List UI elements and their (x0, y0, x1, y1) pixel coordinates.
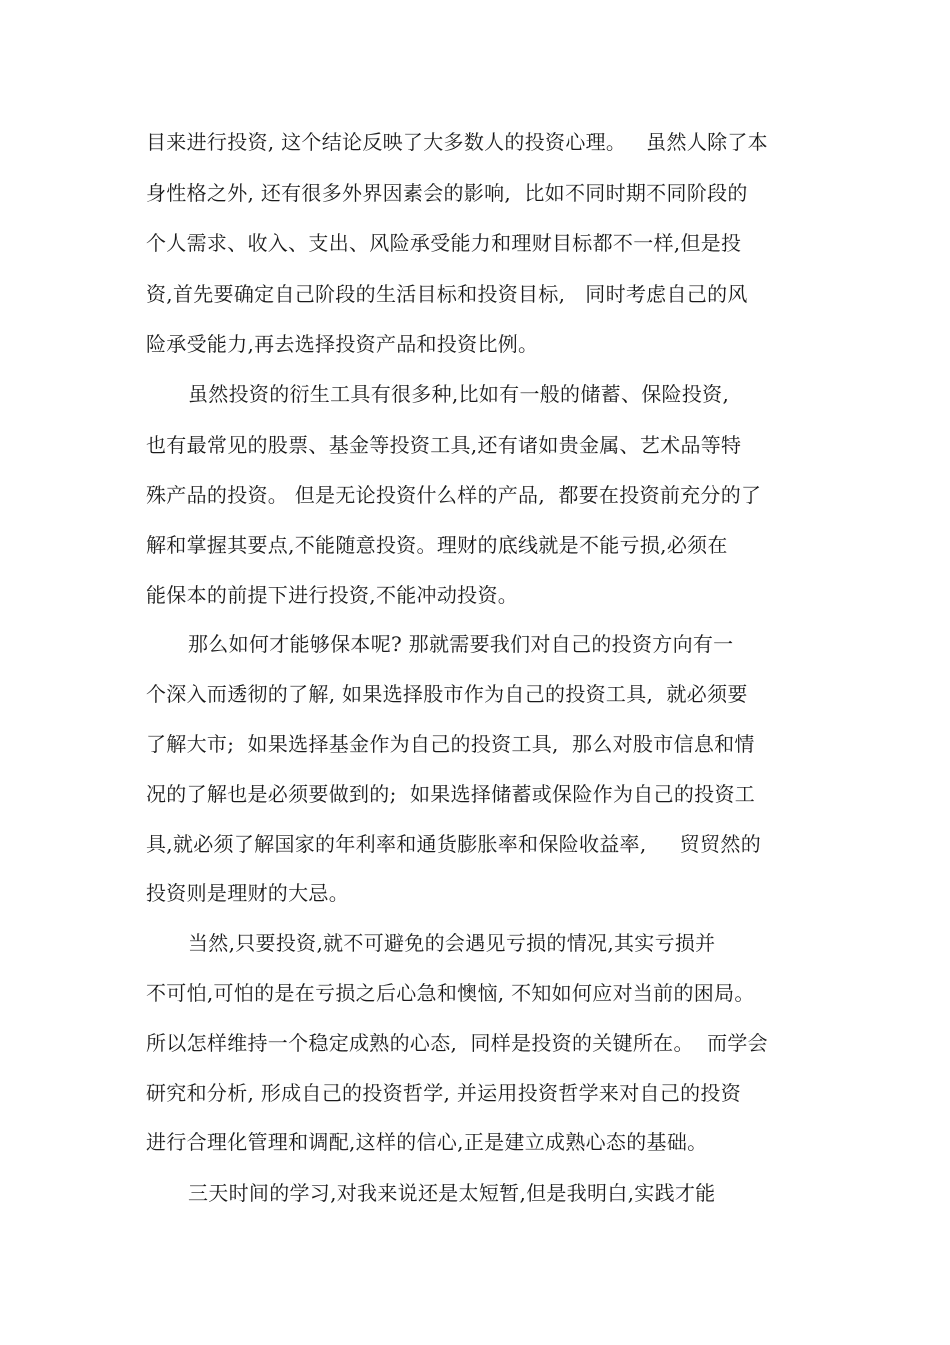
text-line: 能保本的前提下进行投资,不能冲动投资。 (146, 583, 519, 607)
text-line: 进行合理化管理和调配,这样的信心,正是建立成熟心态的基础。 (146, 1130, 708, 1154)
text-line: 具,就必须了解国家的年利率和通货膨胀率和保险收益率, 贸贸然的 (146, 832, 762, 856)
paragraph-first-line: 那么如何才能够保本呢? 那就需要我们对自己的投资方向有一 (188, 632, 734, 656)
text-line: 不可怕,可怕的是在亏损之后心急和懊恼, 不知如何应对当前的困局。 (146, 981, 755, 1005)
text-line: 个人需求、收入、支出、风险承受能力和理财目标都不一样,但是投 (146, 231, 742, 255)
text-line: 个深入而透彻的了解, 如果选择股市作为自己的投资工具, 就必须要 (146, 682, 748, 706)
text-line: 了解大市; 如果选择基金作为自己的投资工具, 那么对股市信息和情 (146, 732, 755, 756)
paragraph-first-line: 虽然投资的衍生工具有很多种,比如有一般的储蓄、保险投资, (188, 382, 730, 406)
text-line: 投资则是理财的大忌。 (146, 881, 349, 905)
text-line: 解和掌握其要点,不能随意投资。理财的底线就是不能亏损,必须在 (146, 533, 728, 557)
text-line: 也有最常见的股票、基金等投资工具,还有诸如贵金属、艺术品等特 (146, 433, 742, 457)
text-line: 目来进行投资, 这个结论反映了大多数人的投资心理。 虽然人除了本 (146, 130, 768, 154)
text-line: 资,首先要确定自己阶段的生活目标和投资目标, 同时考虑自己的风 (146, 282, 748, 306)
text-line: 殊产品的投资。 但是无论投资什么样的产品, 都要在投资前充分的了 (146, 483, 762, 507)
text-line: 身性格之外, 还有很多外界因素会的影响, 比如不同时期不同阶段的 (146, 181, 748, 205)
text-line: 研究和分析, 形成自己的投资哲学, 并运用投资哲学来对自己的投资 (146, 1081, 742, 1105)
paragraph-first-line: 当然,只要投资,就不可避免的会遇见亏损的情况,其实亏损并 (188, 931, 716, 955)
text-line: 况的了解也是必须要做到的; 如果选择储蓄或保险作为自己的投资工 (146, 782, 756, 806)
paragraph-first-line: 三天时间的学习,对我来说还是太短暂,但是我明白,实践才能 (188, 1181, 716, 1205)
text-line: 所以怎样维持一个稳定成熟的心态, 同样是投资的关键所在。 而学会 (146, 1031, 768, 1055)
text-line: 险承受能力,再去选择投资产品和投资比例。 (146, 332, 539, 356)
